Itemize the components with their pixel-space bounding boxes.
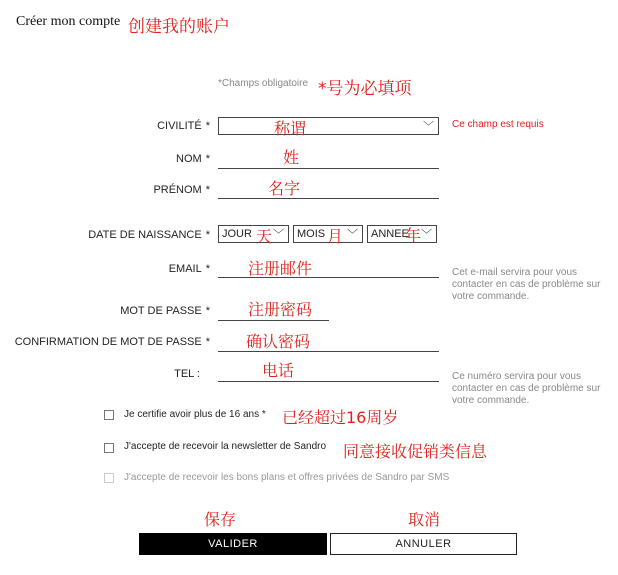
chevron-down-icon: ﹀ bbox=[347, 229, 358, 241]
email-help: Cet e-mail servira pour vous contacter en cas de problème sur votre commande. bbox=[452, 267, 601, 302]
birth-year-annotation: 年 bbox=[405, 226, 422, 245]
civility-annotation: 称谓 bbox=[274, 119, 307, 138]
prenom-input[interactable] bbox=[218, 180, 439, 199]
required-note: *Champs obligatoire bbox=[218, 78, 309, 89]
required-note-annotation: *号为必填项 bbox=[318, 79, 412, 99]
birth-year-select[interactable]: ANNEE ﹀ bbox=[367, 225, 437, 243]
email-annotation: 注册邮件 bbox=[248, 259, 313, 278]
age-checkbox-label: Je certifie avoir plus de 16 ans * bbox=[124, 409, 266, 420]
tel-annotation: 电话 bbox=[262, 361, 295, 380]
nom-annotation: 姓 bbox=[283, 148, 300, 167]
valider-annotation: 保存 bbox=[204, 510, 237, 529]
newsletter-checkbox[interactable] bbox=[104, 443, 114, 453]
birth-month-annotation: 月 bbox=[327, 227, 344, 246]
annuler-button[interactable]: ANNULER bbox=[330, 533, 517, 555]
age-annotation: 已经超过16周岁 bbox=[282, 408, 399, 427]
chevron-down-icon: ﹀ bbox=[423, 121, 434, 133]
birth-month-select[interactable]: MOIS ﹀ bbox=[293, 225, 363, 243]
age-checkbox[interactable] bbox=[104, 410, 114, 420]
civility-select[interactable] bbox=[218, 117, 439, 135]
newsletter-checkbox-label: J'accepte de recevoir la newsletter de Sandro bbox=[124, 441, 327, 452]
password-label: MOT DE PASSE * bbox=[120, 305, 210, 317]
birth-day-select[interactable]: JOUR ﹀ bbox=[218, 225, 289, 243]
birthdate-label: DATE DE NAISSANCE * bbox=[88, 229, 210, 241]
birth-day-annotation: 天 bbox=[256, 227, 273, 246]
prenom-annotation: 名字 bbox=[268, 179, 301, 198]
nom-input[interactable] bbox=[218, 150, 439, 169]
page-title-annotation: 创建我的账户 bbox=[128, 17, 230, 37]
tel-help: Ce numéro servira pour vous contacter en cas de problème sur votre commande. bbox=[452, 371, 601, 406]
confirm-password-label: CONFIRMATION DE MOT DE PASSE * bbox=[14, 336, 210, 348]
confirm-password-annotation: 确认密码 bbox=[246, 332, 311, 351]
tel-input[interactable] bbox=[218, 363, 439, 382]
annuler-annotation: 取消 bbox=[408, 510, 441, 529]
email-label: EMAIL * bbox=[168, 263, 210, 275]
sms-checkbox-label: J'accepte de recevoir les bons plans et offres privées de Sandro par SMS bbox=[124, 472, 450, 483]
page-title: Créer mon compte bbox=[16, 14, 121, 29]
password-annotation: 注册密码 bbox=[248, 300, 313, 319]
civility-error: Ce champ est requis bbox=[452, 119, 544, 130]
newsletter-annotation: 同意接收促销类信息 bbox=[343, 442, 488, 461]
chevron-down-icon: ﹀ bbox=[273, 229, 284, 241]
nom-label: NOM * bbox=[176, 153, 210, 165]
civility-label: CIVILITÉ * bbox=[157, 120, 210, 132]
sms-checkbox[interactable] bbox=[104, 473, 114, 483]
tel-label: TEL : bbox=[174, 368, 200, 380]
chevron-down-icon: ﹀ bbox=[421, 229, 432, 241]
valider-button[interactable]: VALIDER bbox=[139, 533, 327, 555]
prenom-label: PRÉNOM * bbox=[153, 184, 210, 196]
